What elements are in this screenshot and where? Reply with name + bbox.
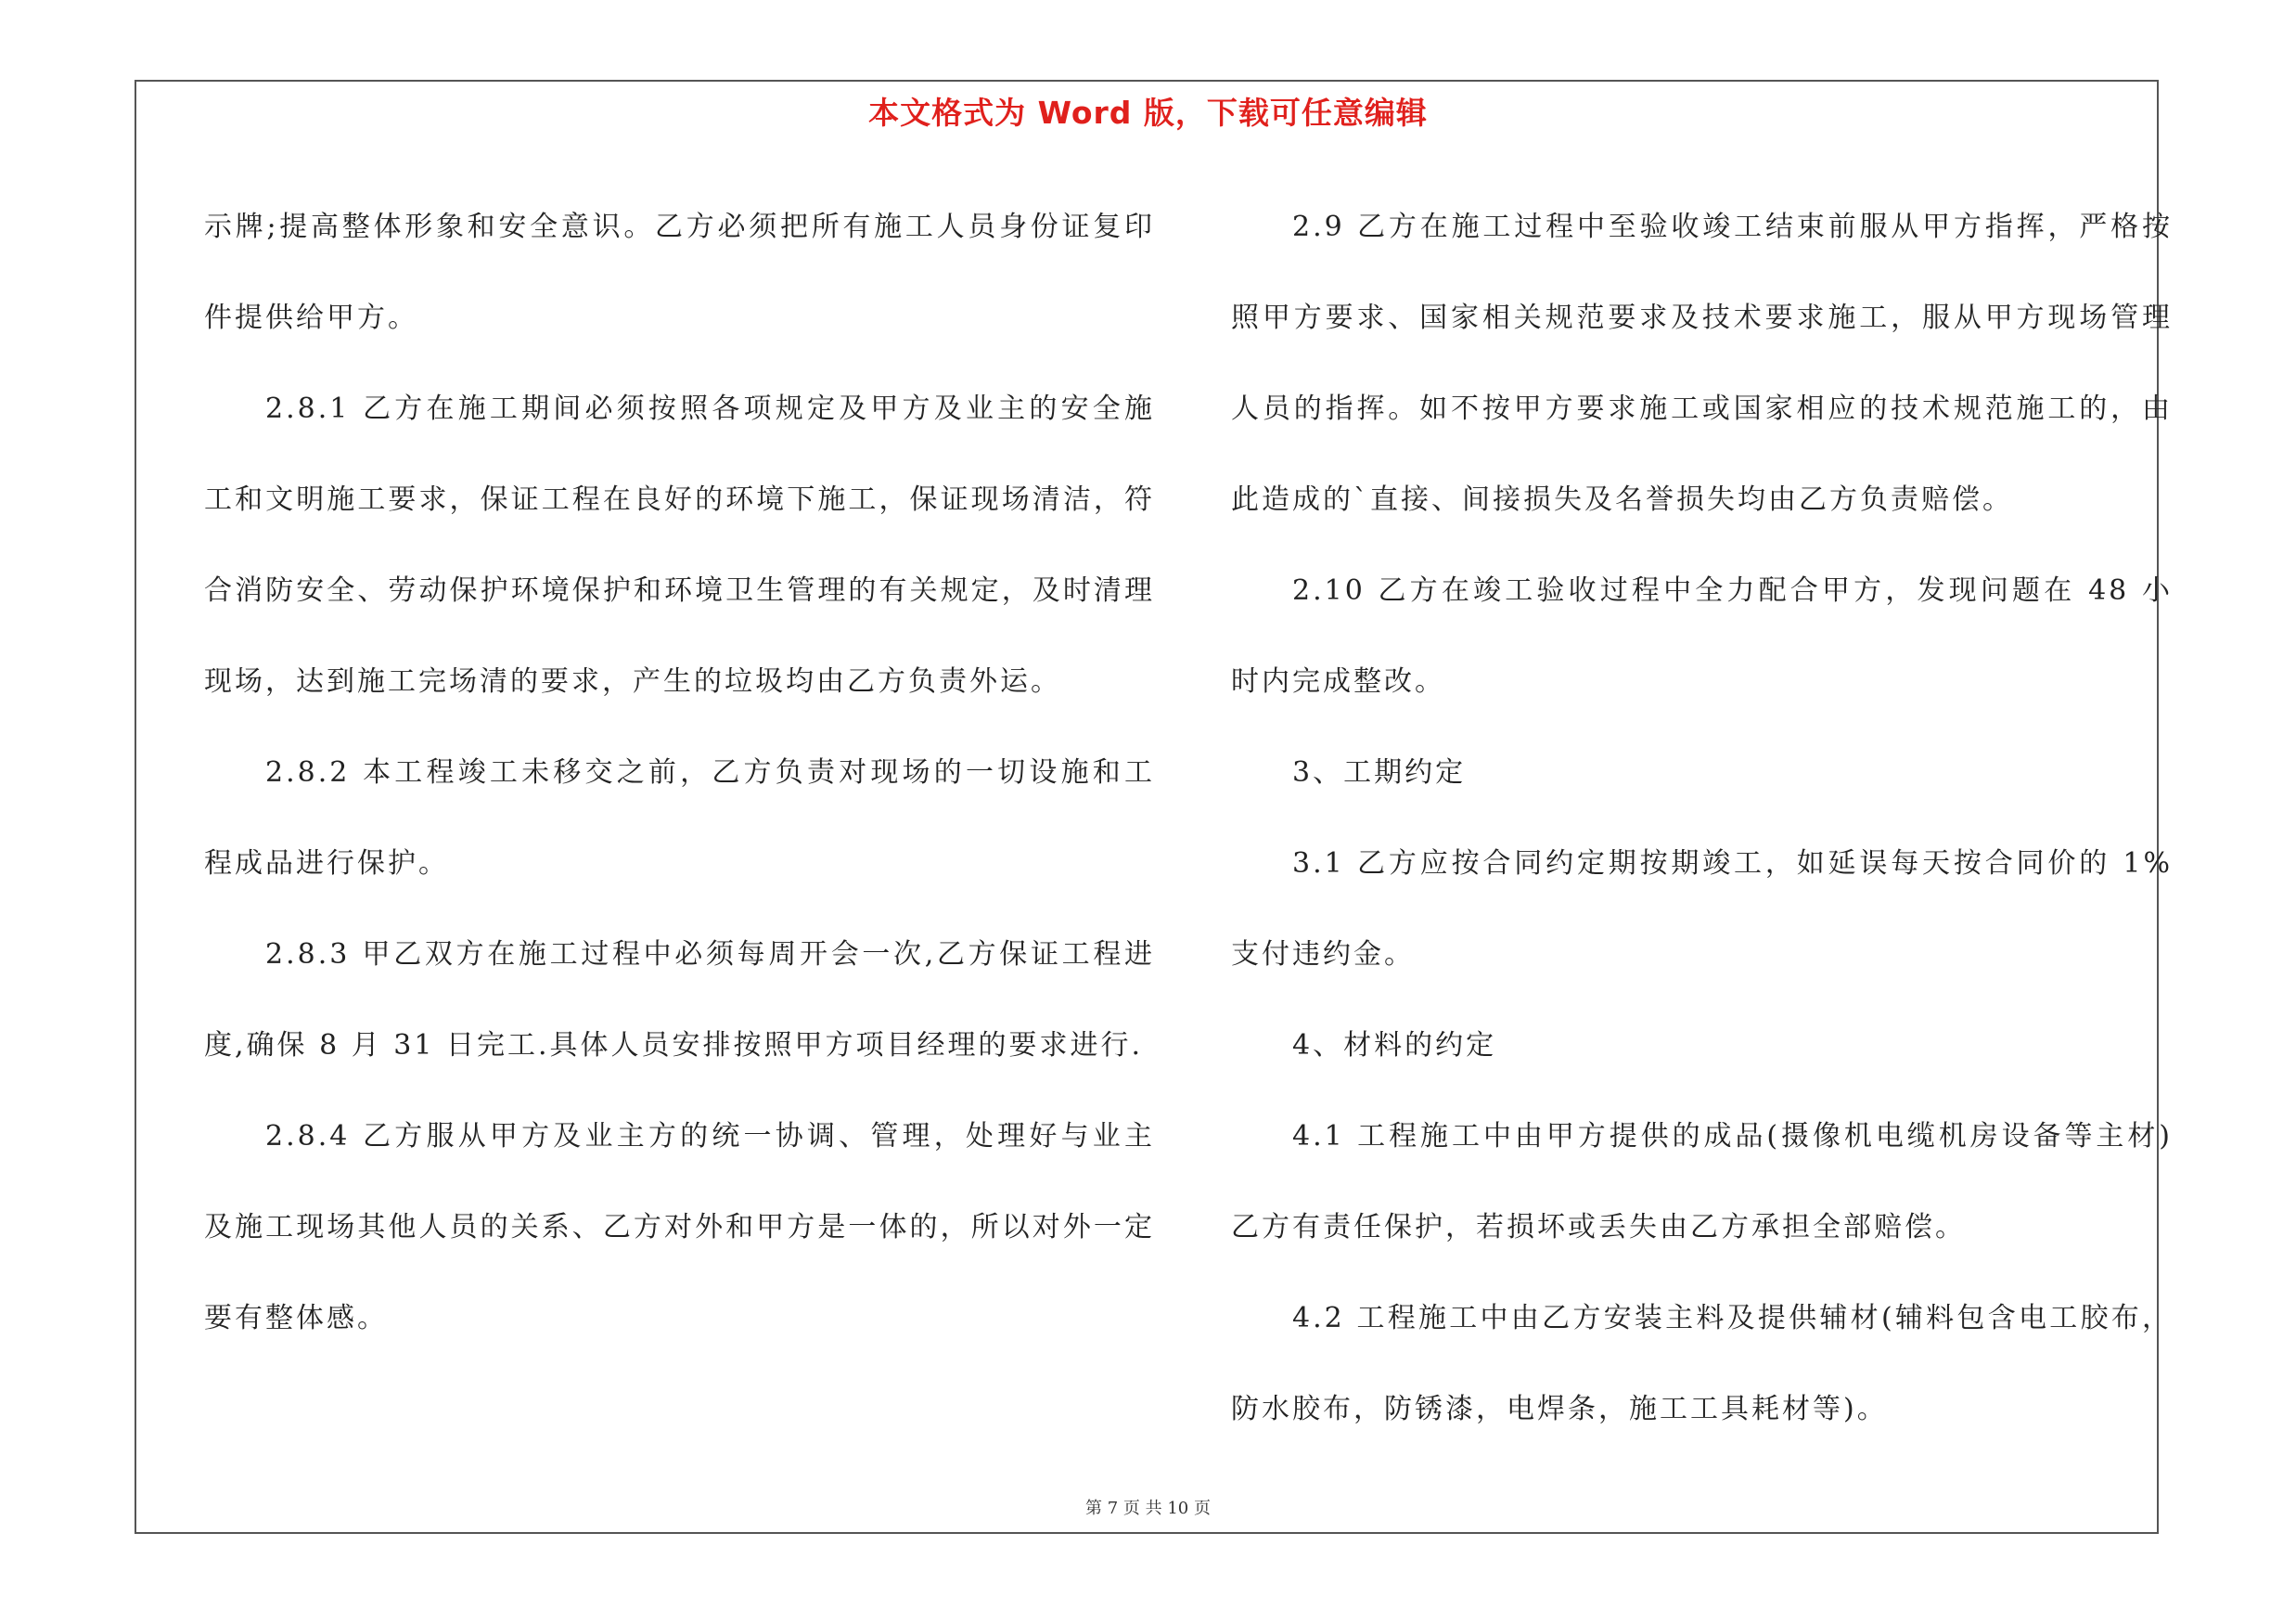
header-banner: 本文格式为 Word 版，下载可任意编辑 [868, 95, 1428, 131]
left-column [204, 182, 1155, 1364]
right-heading-5: 4、材料的约定 [1292, 1029, 1497, 1062]
right-paragraph-6: 4.1 工程施工中由甲方提供的成品(摄像机电缆机房设备等主材)乙方有责任保护，若损坏或丢失由乙方承担全部赔偿。 [1231, 1120, 2173, 1243]
right-paragraph-4: 3.1 乙方应按合同约定期按期竣工，如延误每天按合同价的 1%支付违约金。 [1231, 847, 2173, 971]
right-paragraph-1: 2.9 乙方在施工过程中至验收竣工结束前服从甲方指挥，严格按照甲方要求、国家相关规范要求及技术要求施工，服从甲方现场管理人员的指挥。如不按甲方要求施工或国家相应的技术规范施工的，由此造成的`直接、间接损失及名誉损失均由乙方负责赔偿。 [1231, 211, 2173, 516]
right-paragraph-7: 4.2 工程施工中由乙方安装主料及提供辅材(辅料包含电工胶布，防水胶布，防锈漆，电焊条，施工工具耗材等)。 [1231, 1302, 2173, 1425]
right-paragraph-2: 2.10 乙方在竣工验收过程中全力配合甲方，发现问题在 48 小时内完成整改。 [1231, 574, 2173, 698]
left-paragraph-4: 2.8.3 甲乙双方在施工过程中必须每周开会一次,乙方保证工程进度,确保 8 月 31 日完工.具体人员安排按照甲方项目经理的要求进行. [204, 938, 1155, 1062]
left-paragraph-2: 2.8.1 乙方在施工期间必须按照各项规定及甲方及业主的安全施工和文明施工要求，保证工程在良好的环境下施工，保证现场清洁，符合消防安全、劳动保护环境保护和环境卫生管理的有关规定，及时清理现场，达到施工完场清的要求，产生的垃圾均由乙方负责外运。 [204, 393, 1155, 698]
right-heading-3: 3、工期约定 [1292, 756, 1467, 789]
right-column [1231, 182, 2173, 1455]
left-paragraph-1: 示牌;提高整体形象和安全意识。乙方必须把所有施工人员身份证复印件提供给甲方。 [204, 211, 1155, 334]
page-number-footer: 第 7 页 共 10 页 [1085, 1499, 1211, 1518]
left-paragraph-3: 2.8.2 本工程竣工未移交之前，乙方负责对现场的一切设施和工程成品进行保护。 [204, 756, 1155, 880]
left-paragraph-5: 2.8.4 乙方服从甲方及业主方的统一协调、管理，处理好与业主及施工现场其他人员的关系、乙方对外和甲方是一体的，所以对外一定要有整体感。 [204, 1120, 1155, 1334]
